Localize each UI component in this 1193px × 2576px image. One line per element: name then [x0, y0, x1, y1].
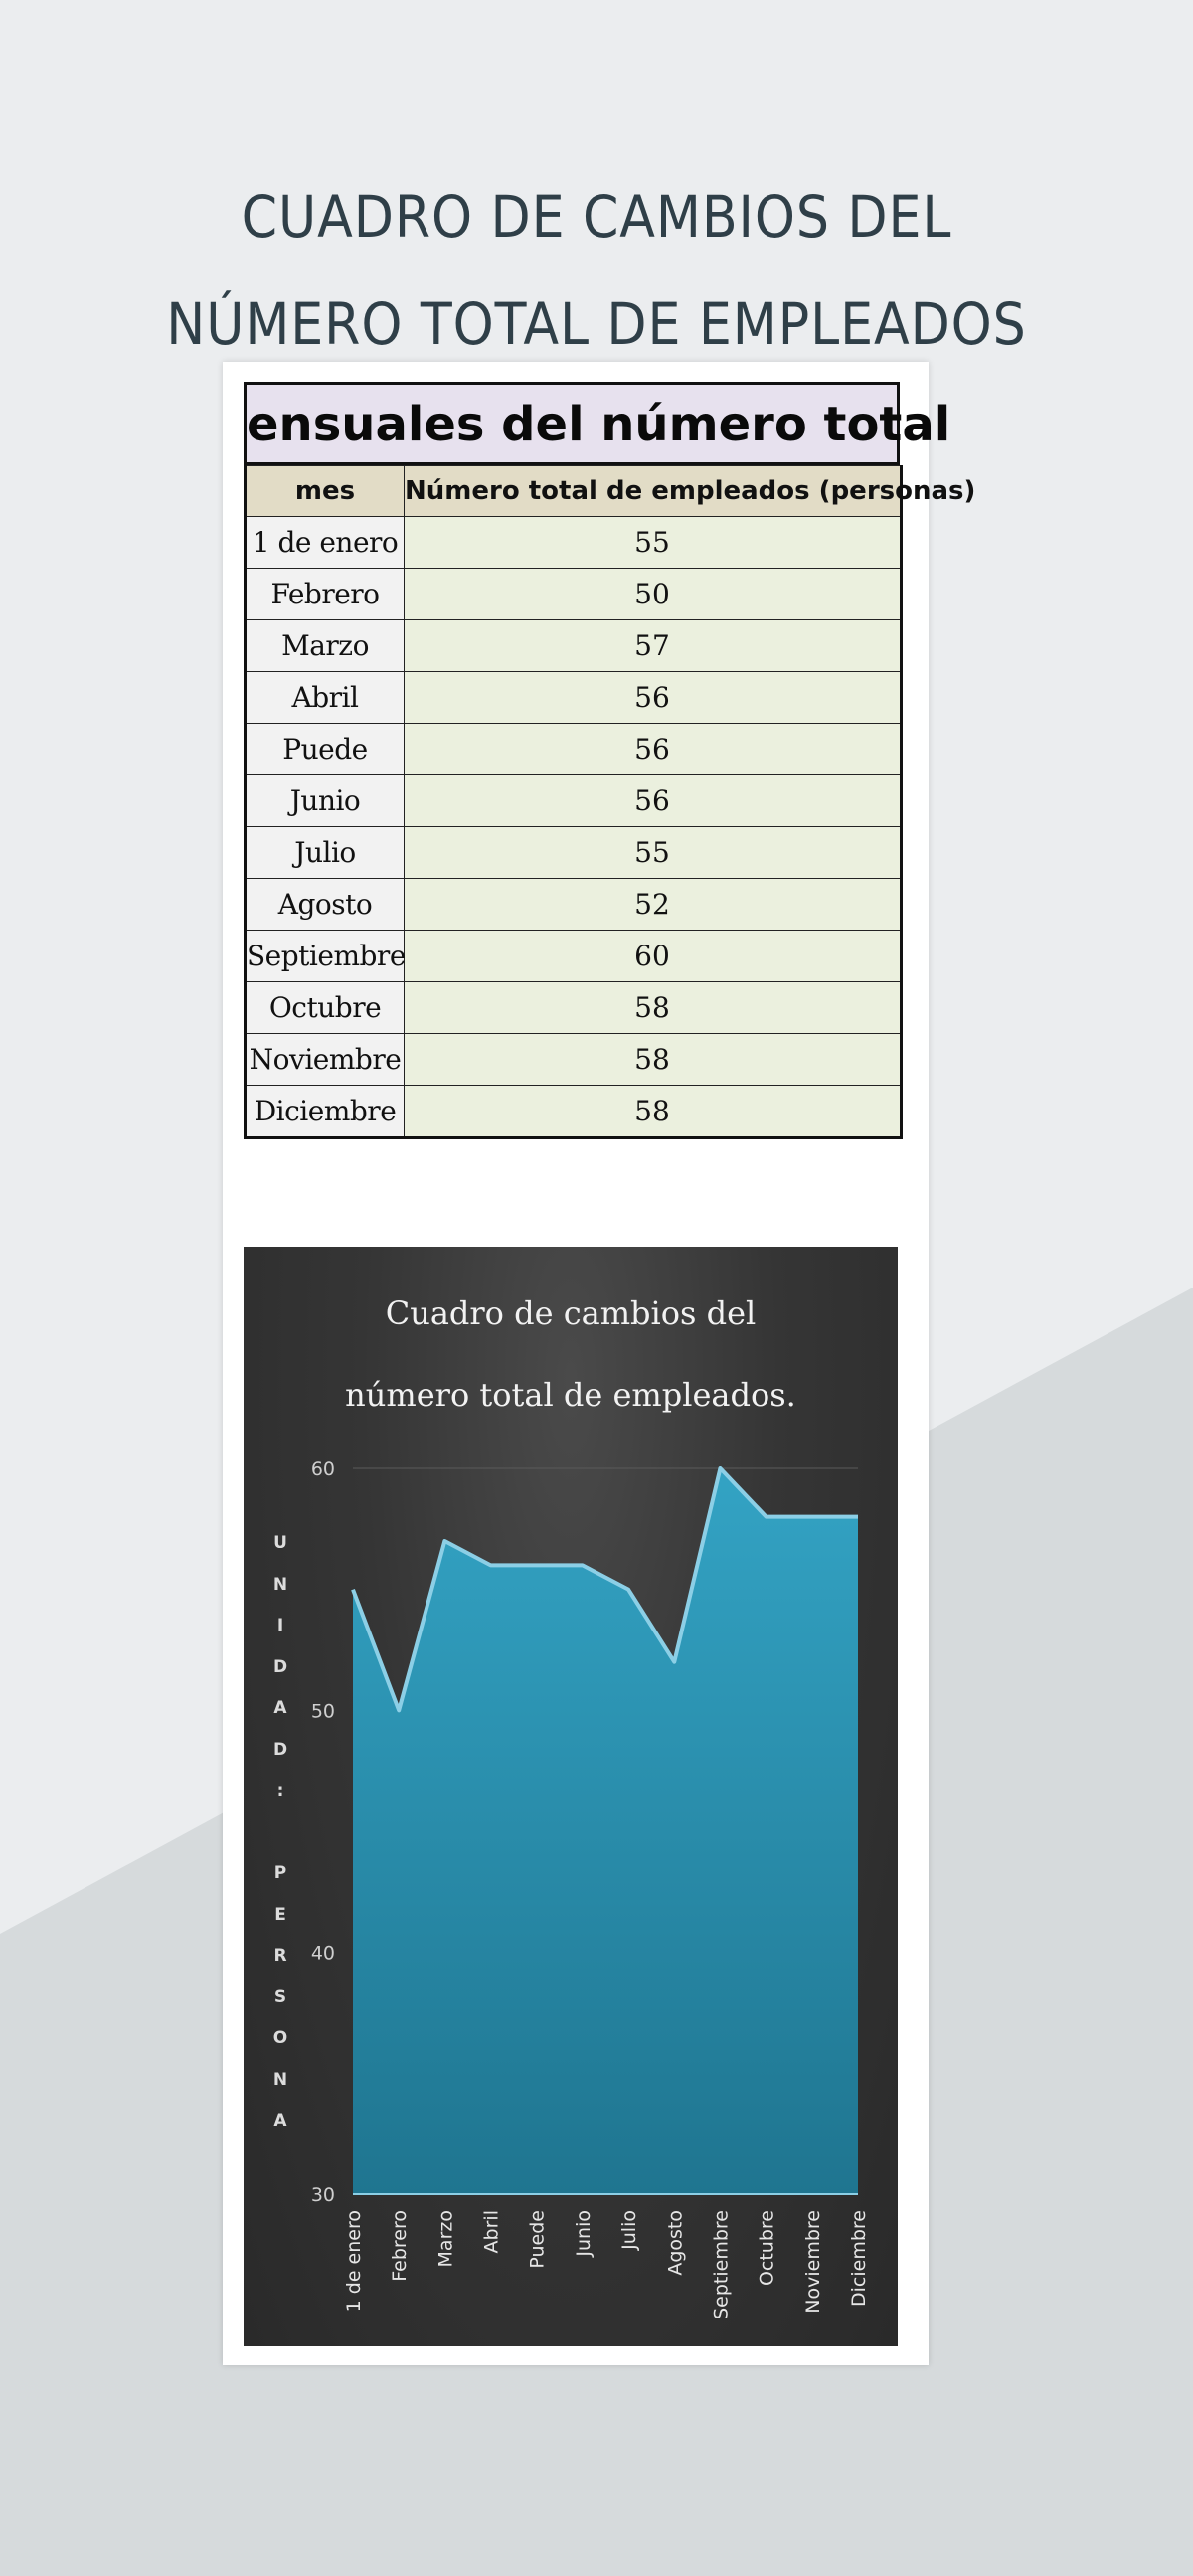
y-tick-label: 50	[310, 1700, 335, 1723]
month-cell: Abril	[246, 672, 405, 724]
x-tick-label: Abril	[480, 2210, 503, 2254]
total-cell: 55	[405, 517, 902, 569]
chart-title-line-2: número total de empleados.	[345, 1376, 796, 1414]
total-cell: 50	[405, 569, 902, 620]
x-tick-label: Febrero	[389, 2210, 412, 2282]
total-cell: 57	[405, 620, 902, 672]
page-title-line-1: CUADRO DE CAMBIOS DEL	[241, 182, 952, 251]
y-tick-label: 30	[310, 2184, 335, 2206]
month-cell: Agosto	[246, 879, 405, 931]
table-row	[246, 1086, 902, 1138]
x-tick-label: Septiembre	[710, 2210, 733, 2319]
header-total: Número total de empleados (personas)	[405, 466, 902, 517]
month-cell: Junio	[246, 775, 405, 827]
month-cell: Puede	[246, 724, 405, 775]
table-row	[246, 672, 902, 724]
total-cell: 56	[405, 724, 902, 775]
x-tick-label: Junio	[572, 2210, 595, 2257]
header-month: mes	[246, 466, 405, 517]
sheet-title: ensuales del número total	[244, 382, 900, 465]
x-tick-label: Agosto	[664, 2210, 687, 2276]
x-tick-label: 1 de enero	[343, 2210, 365, 2313]
table-row	[246, 620, 902, 672]
month-cell: Noviembre	[246, 1034, 405, 1086]
table-row	[246, 724, 902, 775]
total-cell: 56	[405, 775, 902, 827]
total-cell: 52	[405, 879, 902, 931]
x-tick-label: Marzo	[434, 2210, 457, 2268]
month-cell: Septiembre	[246, 931, 405, 982]
x-tick-label: Diciembre	[848, 2210, 870, 2307]
y-tick-label: 40	[310, 1942, 335, 1965]
x-tick-label: Julio	[618, 2210, 641, 2250]
table-row	[246, 517, 902, 569]
month-cell: Febrero	[246, 569, 405, 620]
page-title-line-2: NÚMERO TOTAL DE EMPLEADOS	[166, 289, 1027, 358]
month-cell: Diciembre	[246, 1086, 405, 1138]
table-header-row	[246, 466, 902, 517]
table-row	[246, 879, 902, 931]
total-cell: 58	[405, 1034, 902, 1086]
x-tick-label: Noviembre	[801, 2210, 824, 2314]
x-tick-label: Octubre	[756, 2210, 778, 2287]
chart-title	[244, 1273, 898, 1436]
month-cell: 1 de enero	[246, 517, 405, 569]
table-row	[246, 1034, 902, 1086]
total-cell: 60	[405, 931, 902, 982]
content-card	[223, 362, 976, 2365]
total-cell: 58	[405, 1086, 902, 1138]
month-cell: Marzo	[246, 620, 405, 672]
month-cell: Julio	[246, 827, 405, 879]
total-cell: 55	[405, 827, 902, 879]
total-cell: 58	[405, 982, 902, 1034]
x-tick-label: Puede	[526, 2210, 549, 2269]
employees-table	[244, 465, 976, 1139]
table-row	[246, 569, 902, 620]
chart-title-line-1: Cuadro de cambios del	[385, 1294, 757, 1332]
page-title	[60, 163, 1133, 378]
y-tick-label: 60	[310, 1459, 335, 1480]
table-body	[246, 517, 902, 1138]
table-row	[246, 982, 902, 1034]
table-row	[246, 775, 902, 827]
total-cell: 56	[405, 672, 902, 724]
month-cell: Octubre	[246, 982, 405, 1034]
y-axis-label: U N I D A D : P E R S O N A	[272, 1533, 288, 2131]
table-row	[246, 827, 902, 879]
spreadsheet	[244, 382, 976, 1139]
chart-panel	[244, 1247, 898, 2346]
table-row	[246, 931, 902, 982]
